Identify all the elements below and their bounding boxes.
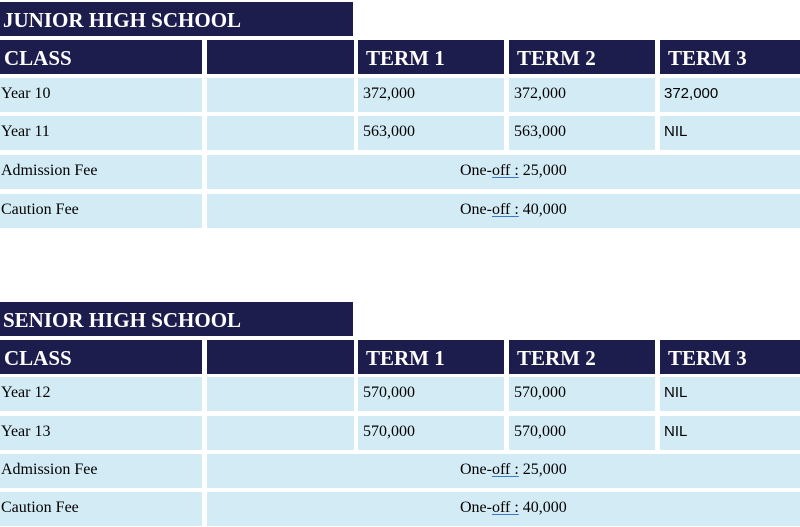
class-cell: Year 11 [0,116,202,150]
fee-value [207,155,800,189]
section-title: JUNIOR HIGH SCHOOL [0,2,353,36]
header-term-3: TERM 3 [660,340,800,374]
blank-cell [207,78,354,112]
class-cell: Year 12 [0,377,202,411]
fee-underlined-text: off : [491,162,519,179]
term-1-cell: 372,000 [358,78,504,112]
term-3-cell: 372,000 [660,78,800,112]
fee-label: Caution Fee [0,492,202,526]
header-term-1: TERM 1 [358,340,504,374]
class-cell: Year 13 [0,416,202,450]
header-blank [207,340,354,374]
fee-label: Admission Fee [0,454,202,488]
section-title: SENIOR HIGH SCHOOL [0,302,353,336]
fee-amount: 25,000 [518,162,567,179]
header-term-3: TERM 3 [660,40,800,74]
term-1-cell: 570,000 [358,416,504,450]
fee-underlined-text: off : [491,201,519,218]
fee-amount: 25,000 [518,461,567,478]
term-3-cell: NIL [660,377,800,411]
header-term-1: TERM 1 [358,40,504,74]
header-term-2: TERM 2 [509,340,655,374]
fee-prefix: One- [460,499,492,516]
term-3-cell: NIL [660,116,800,150]
header-class: CLASS [0,340,202,374]
fee-value [207,194,800,228]
fee-prefix: One- [460,461,492,478]
fee-label: Caution Fee [0,194,202,228]
header-class: CLASS [0,40,202,74]
class-cell: Year 10 [0,78,202,112]
term-2-cell: 570,000 [509,416,655,450]
term-2-cell: 563,000 [509,116,655,150]
term-2-cell: 372,000 [509,78,655,112]
fee-prefix: One- [460,162,492,179]
fee-underlined-text: off : [491,461,519,478]
fee-underlined-text: off : [491,499,519,516]
blank-cell [207,416,354,450]
header-blank [207,40,354,74]
fee-value [207,454,800,488]
header-term-2: TERM 2 [509,40,655,74]
fee-amount: 40,000 [518,201,567,218]
term-1-cell: 570,000 [358,377,504,411]
fee-amount: 40,000 [518,499,567,516]
blank-cell [207,377,354,411]
term-2-cell: 570,000 [509,377,655,411]
blank-cell [207,116,354,150]
fee-value [207,492,800,526]
term-3-cell: NIL [660,416,800,450]
fee-prefix: One- [460,201,492,218]
fee-label: Admission Fee [0,155,202,189]
term-1-cell: 563,000 [358,116,504,150]
